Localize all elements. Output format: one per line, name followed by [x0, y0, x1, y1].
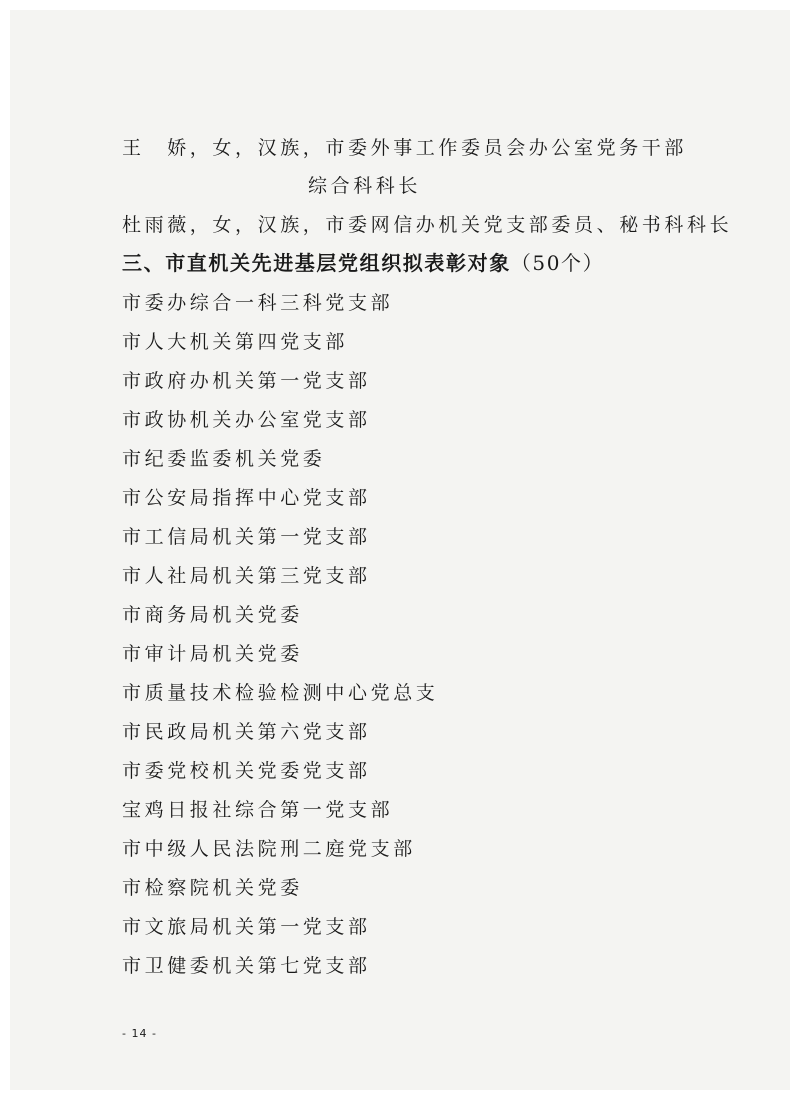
person-entry-continuation: 综合科科长: [308, 175, 422, 197]
section-heading-title: 三、市直机关先进基层党组织拟表彰对象: [122, 251, 511, 275]
person-entry-line: 杜雨薇，女，汉族，市委网信办机关党支部委员、秘书科科长: [122, 214, 733, 236]
organization-item: 宝鸡日报社综合第一党支部: [122, 799, 394, 821]
organization-item: 市检察院机关党委: [122, 877, 303, 899]
organization-item: 市纪委监委机关党委: [122, 448, 326, 470]
page-number: - 14 -: [122, 1027, 157, 1040]
organization-item: 市委办综合一科三科党支部: [122, 292, 394, 314]
organization-item: 市人大机关第四党支部: [122, 331, 349, 353]
organization-item: 市工信局机关第一党支部: [122, 526, 371, 548]
organization-item: 市卫健委机关第七党支部: [122, 955, 371, 977]
organization-item: 市中级人民法院刑二庭党支部: [122, 838, 416, 860]
organization-item: 市公安局指挥中心党支部: [122, 487, 371, 509]
section-heading-count: （50个）: [510, 251, 605, 275]
section-heading: [122, 247, 604, 276]
organization-item: 市委党校机关党委党支部: [122, 760, 371, 782]
document-page: [10, 10, 790, 1090]
organization-item: 市审计局机关党委: [122, 643, 303, 665]
organization-item: 市文旅局机关第一党支部: [122, 916, 371, 938]
person-entry-line: 王 娇，女，汉族，市委外事工作委员会办公室党务干部: [122, 137, 688, 159]
organization-item: 市人社局机关第三党支部: [122, 565, 371, 587]
organization-item: 市政府办机关第一党支部: [122, 370, 371, 392]
organization-item: 市民政局机关第六党支部: [122, 721, 371, 743]
organization-item: 市商务局机关党委: [122, 604, 303, 626]
organization-item: 市质量技术检验检测中心党总支: [122, 682, 439, 704]
organization-item: 市政协机关办公室党支部: [122, 409, 371, 431]
